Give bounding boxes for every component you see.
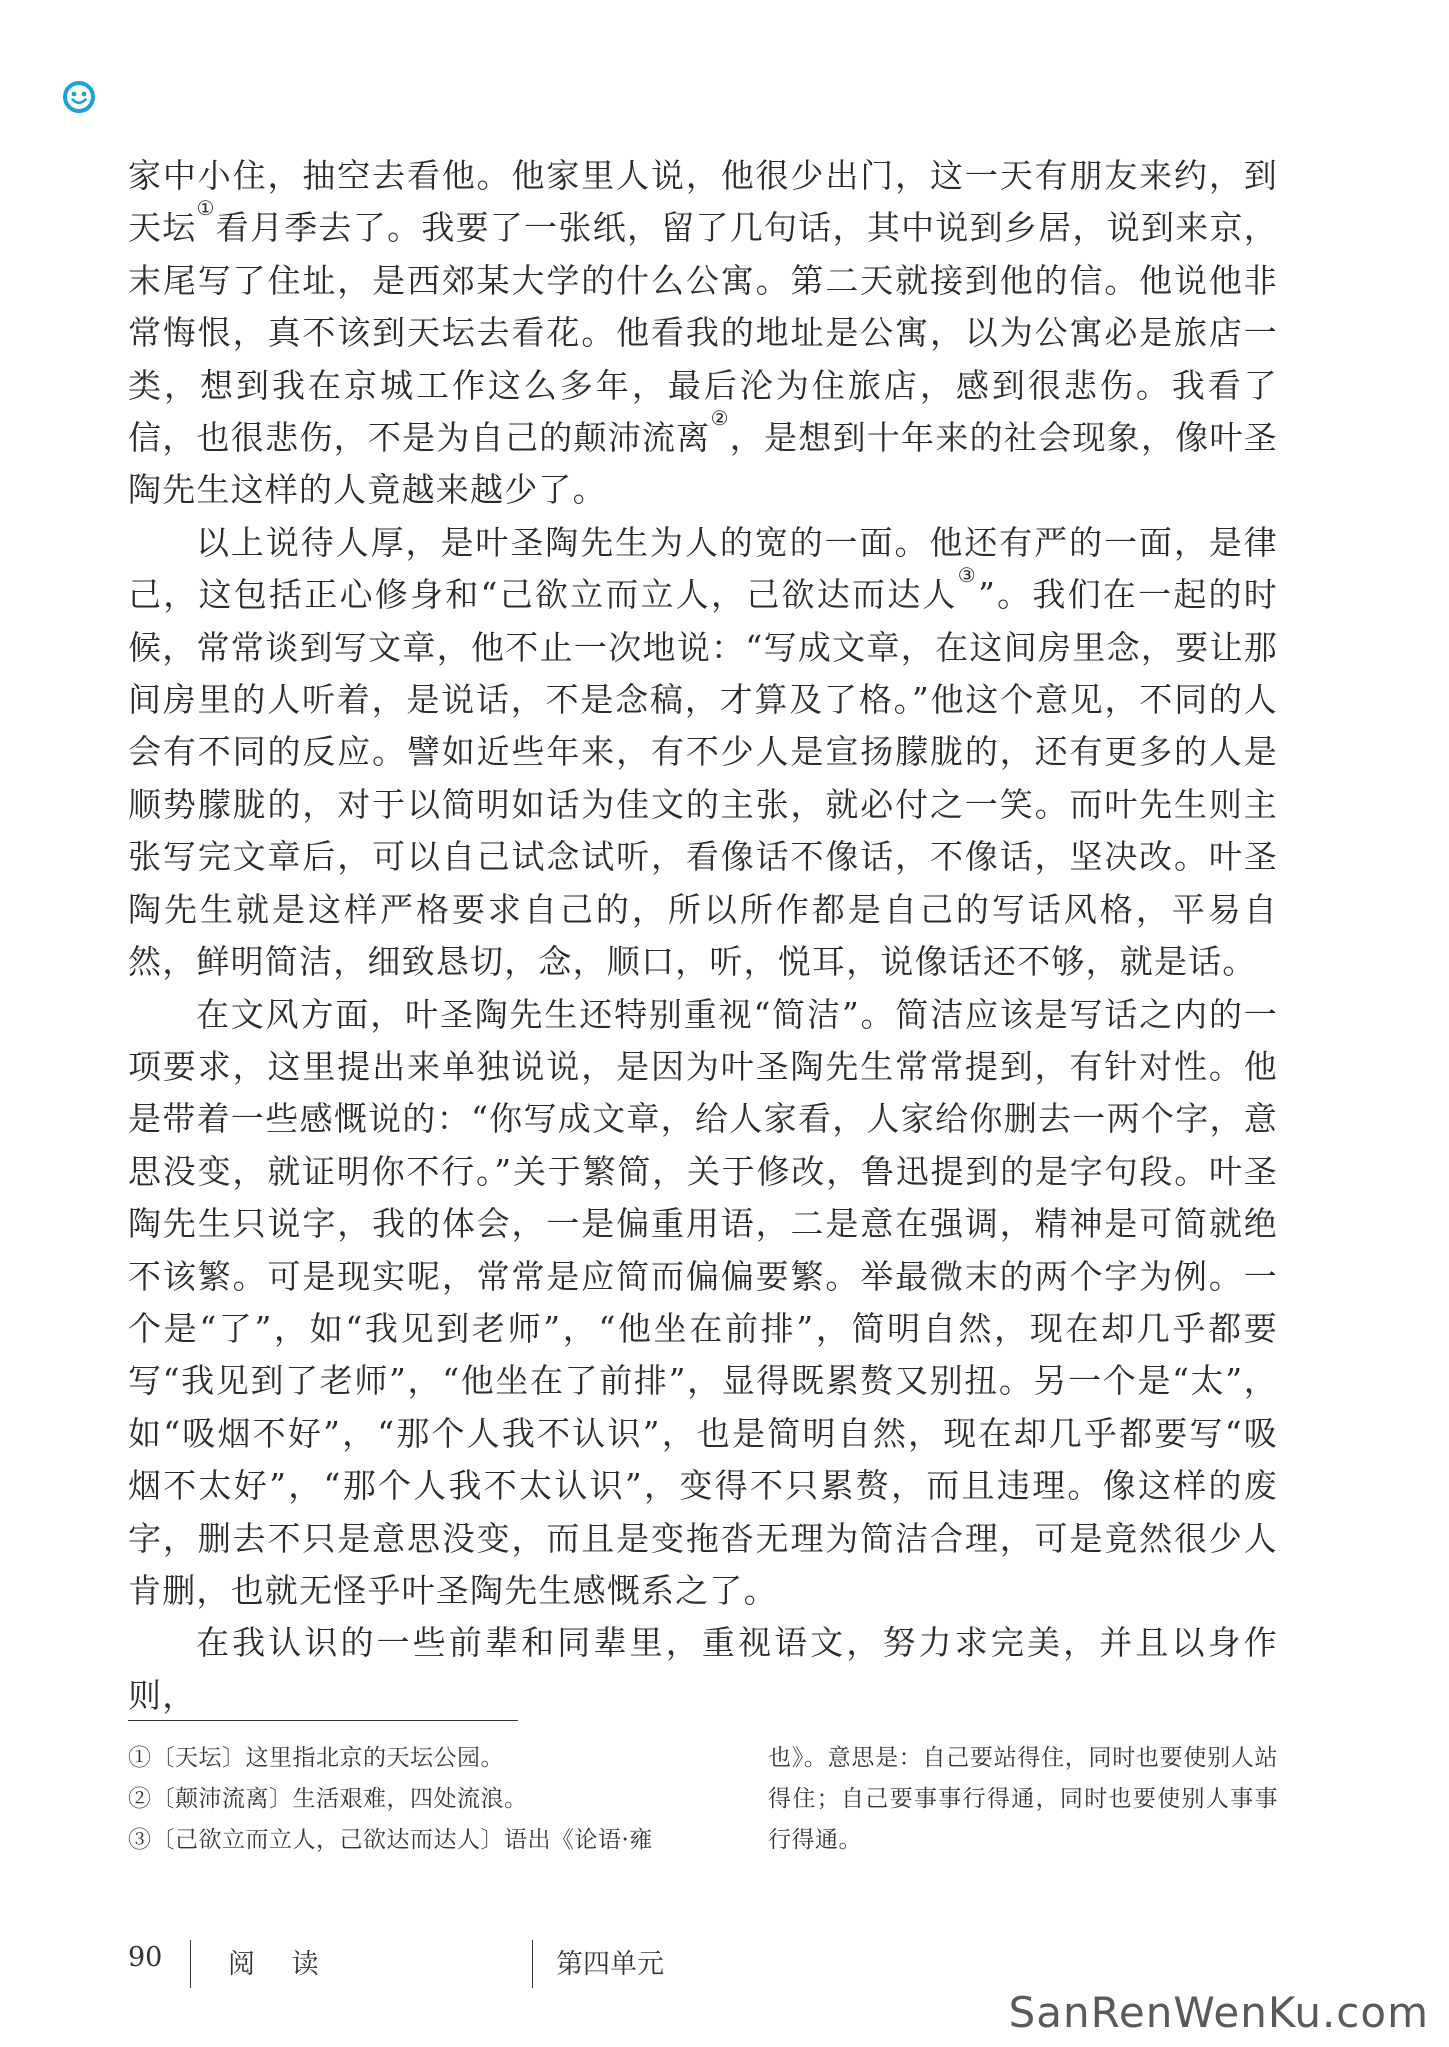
footer-divider xyxy=(532,1940,533,1988)
section-label: 阅 读 xyxy=(228,1949,333,1980)
unit-label: 第四单元 xyxy=(556,1949,664,1980)
footnote-ref-3[interactable]: ③ xyxy=(957,563,978,588)
paragraph: 在文风方面，叶圣陶先生还特别重视“简洁”。简洁应该是写话之内的一项要求，这里提出来单独说说，是因为叶圣陶先生常常提到，有针对性。他是带着一些感慨说的：“你写成文章，给人家看，人家给你删去一两个字，意思没变，就证明你不行。”关于繁简，关于修改，鲁迅提到的是字句段。叶圣陶先生只说字，我的体会，一是偏重用语，二是意在强调，精神是可简就绝不该繁。可是现实呢，常常是应简而偏偏要繁。举最微末的两个字为例。一个是“了”，如“我见到老师”，“他坐在前排”，简明自然，现在却几乎都要写“我见到了老师”，“他坐在了前排”，显得既累赘又别扭。另一个是“太”，如“吸烟不好”，“那个人我不认识”，也是简明自然，现在却几乎都要写“吸烟不太好”，“那个人我不太认识”，变得不只累赘，而且违理。像这样的废字，删去不只是意思没变，而且是变拖沓无理为简洁合理，可是竟然很少人肯删，也就无怪乎叶圣陶先生感慨系之了。 xyxy=(128,994,1278,1610)
footnote-ref-2[interactable]: ② xyxy=(710,406,730,431)
page-footer xyxy=(0,1940,1449,1990)
footnote-1: ①〔天坛〕这里指北京的天坛公园。 xyxy=(128,1745,504,1771)
paragraph: 以上说待人厚，是叶圣陶先生为人的宽的一面。他还有严的一面，是律己，这包括正心修身和“己欲立而立人，己欲达而达人③”。我们在一起的时候，常常谈到写文章，他不止一次地说：“写成文章，在这间房里念，要让那间房里的人听着，是说话，不是念稿，才算及了格。”他这个意见，不同的人会有不同的反应。譬如近些年来，有不少人是宣扬朦胧的，还有更多的人是顺势朦胧的，对于以简明如话为佳文的主张，就必付之一笑。而叶先生则主张写完文章后，可以自己试念试听，看像话不像话，不像话，坚决改。叶圣陶先生就是这样严格要求自己的，所以所作都是自己的写话风格，平易自然，鲜明简洁，细致恳切，念，顺口，听，悦耳，说像话还不够，就是话。 xyxy=(128,522,1279,982)
paragraph: 在我认识的一些前辈和同辈里，重视语文，努力求完美，并且以身作则， xyxy=(128,1623,1278,1715)
footnote-2: ②〔颠沛流离〕生活艰难，四处流浪。 xyxy=(128,1786,528,1812)
footnote-3-continued: 也》。意思是：自己要站得住，同时也要使别人站得住；自己要事事行得通，同时也要使别人事事行得通。 xyxy=(768,1745,1278,1853)
footnote-divider xyxy=(128,1720,518,1721)
footer-divider xyxy=(190,1940,191,1988)
footnote-3: ③〔己欲立而立人，己欲达而达人〕语出《论语·雍 xyxy=(128,1827,653,1853)
watermark: SanRenWenKu.com xyxy=(1008,1988,1429,2037)
footnotes xyxy=(128,1738,1278,1861)
paragraph: 家中小住，抽空去看他。他家里人说，他很少出门，这一天有朋友来约，到天坛①看月季去了。我要了一张纸，留了几句话，其中说到乡居，说到来京，末尾写了住址，是西郊某大学的什么公寓。第二天就接到他的信。他说他非常悔恨，真不该到天坛去看花。他看我的地址是公寓，以为公寓必是旅店一类，想到我在京城工作这么多年，最后沦为住旅店，感到很悲伤。我看了信，也很悲伤，不是为自己的颠沛流离②，是想到十年来的社会现象，像叶圣陶先生这样的人竟越来越少了。 xyxy=(128,156,1278,510)
article-body xyxy=(128,150,1278,1722)
smiley-face-icon xyxy=(62,80,96,114)
page-number: 90 xyxy=(128,1942,163,1973)
footnote-ref-1[interactable]: ① xyxy=(196,196,216,221)
footnotes-right-column xyxy=(768,1738,1278,1861)
footnotes-left-column xyxy=(128,1738,688,1861)
